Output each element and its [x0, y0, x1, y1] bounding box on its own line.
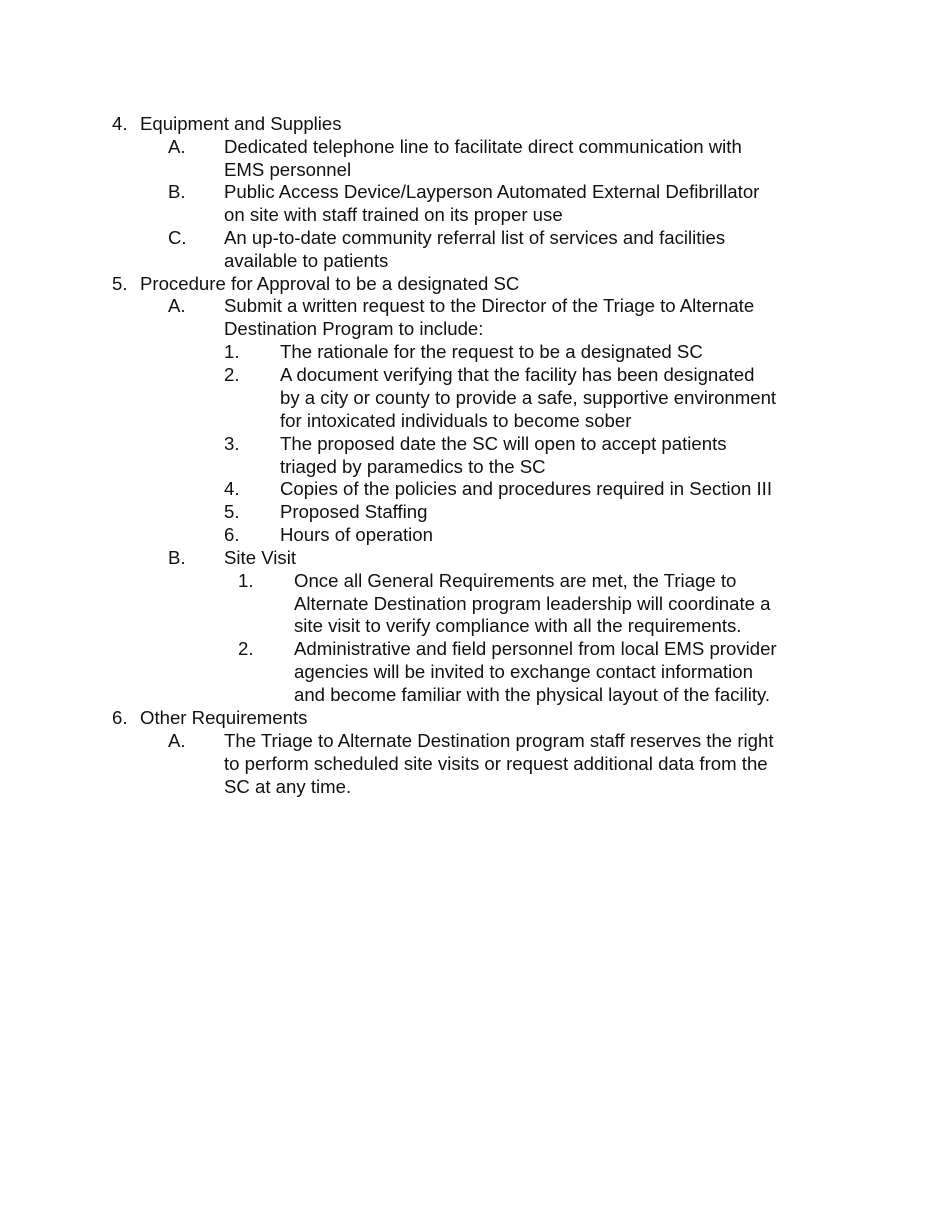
- subitem-text-line: The proposed date the SC will open to accept patients: [280, 433, 727, 454]
- item-text-line: Submit a written request to the Director of the Triage to Alternate: [224, 295, 755, 316]
- subitem-text-line: site visit to verify compliance with all the requirements.: [294, 615, 742, 636]
- subitem-text-line: by a city or county to provide a safe, supportive environment: [280, 387, 777, 408]
- subitem-text-line: Alternate Destination program leadership will coordinate a: [294, 593, 771, 614]
- item-text-line: An up-to-date community referral list of services and facilities: [224, 227, 726, 248]
- subitem-text-line: Copies of the policies and procedures required in Section III: [280, 478, 772, 499]
- subitem-text-line: The rationale for the request to be a designated SC: [280, 341, 703, 362]
- subitem-text-line: triaged by paramedics to the SC: [280, 456, 546, 477]
- item-text-line: The Triage to Alternate Destination program staff reserves the right: [224, 730, 774, 751]
- section-title: Other Requirements: [140, 707, 308, 728]
- item-text-line: SC at any time.: [224, 776, 352, 797]
- subitem-text-line: Administrative and field personnel from local EMS provider: [294, 638, 777, 659]
- subitem-label: 5.: [224, 501, 240, 522]
- subitem-label: 6.: [224, 524, 240, 545]
- section-number: 5.: [112, 273, 128, 294]
- section-number: 4.: [112, 113, 128, 134]
- item-text-line: Site Visit: [224, 547, 296, 568]
- subitem-label: 2.: [238, 638, 254, 659]
- subitem-text-line: agencies will be invited to exchange contact information: [294, 661, 753, 682]
- subitem-label: 3.: [224, 433, 240, 454]
- subitem-text-line: A document verifying that the facility has been designated: [280, 364, 755, 385]
- item-text-line: EMS personnel: [224, 159, 352, 180]
- item-text-line: Dedicated telephone line to facilitate direct communication with: [224, 136, 742, 157]
- item-text-line: Public Access Device/Layperson Automated External Defibrillator: [224, 181, 760, 202]
- item-text-line: to perform scheduled site visits or request additional data from the: [224, 753, 768, 774]
- item-text-line: Destination Program to include:: [224, 318, 484, 339]
- item-label: A.: [168, 136, 186, 157]
- subitem-text-line: for intoxicated individuals to become sober: [280, 410, 632, 431]
- section-number: 6.: [112, 707, 128, 728]
- subitem-label: 4.: [224, 478, 240, 499]
- section-title: Equipment and Supplies: [140, 113, 342, 134]
- item-label: C.: [168, 227, 187, 248]
- item-text-line: available to patients: [224, 250, 389, 271]
- section-title: Procedure for Approval to be a designated SC: [140, 273, 520, 294]
- item-label: A.: [168, 295, 186, 316]
- subitem-label: 1.: [238, 570, 254, 591]
- item-label: B.: [168, 181, 186, 202]
- subitem-label: 2.: [224, 364, 240, 385]
- subitem-text-line: Hours of operation: [280, 524, 433, 545]
- subitem-text-line: and become familiar with the physical layout of the facility.: [294, 684, 771, 705]
- subitem-text-line: Once all General Requirements are met, the Triage to: [294, 570, 737, 591]
- item-text-line: on site with staff trained on its proper use: [224, 204, 563, 225]
- item-label: A.: [168, 730, 186, 751]
- subitem-text-line: Proposed Staffing: [280, 501, 428, 522]
- item-label: B.: [168, 547, 186, 568]
- subitem-label: 1.: [224, 341, 240, 362]
